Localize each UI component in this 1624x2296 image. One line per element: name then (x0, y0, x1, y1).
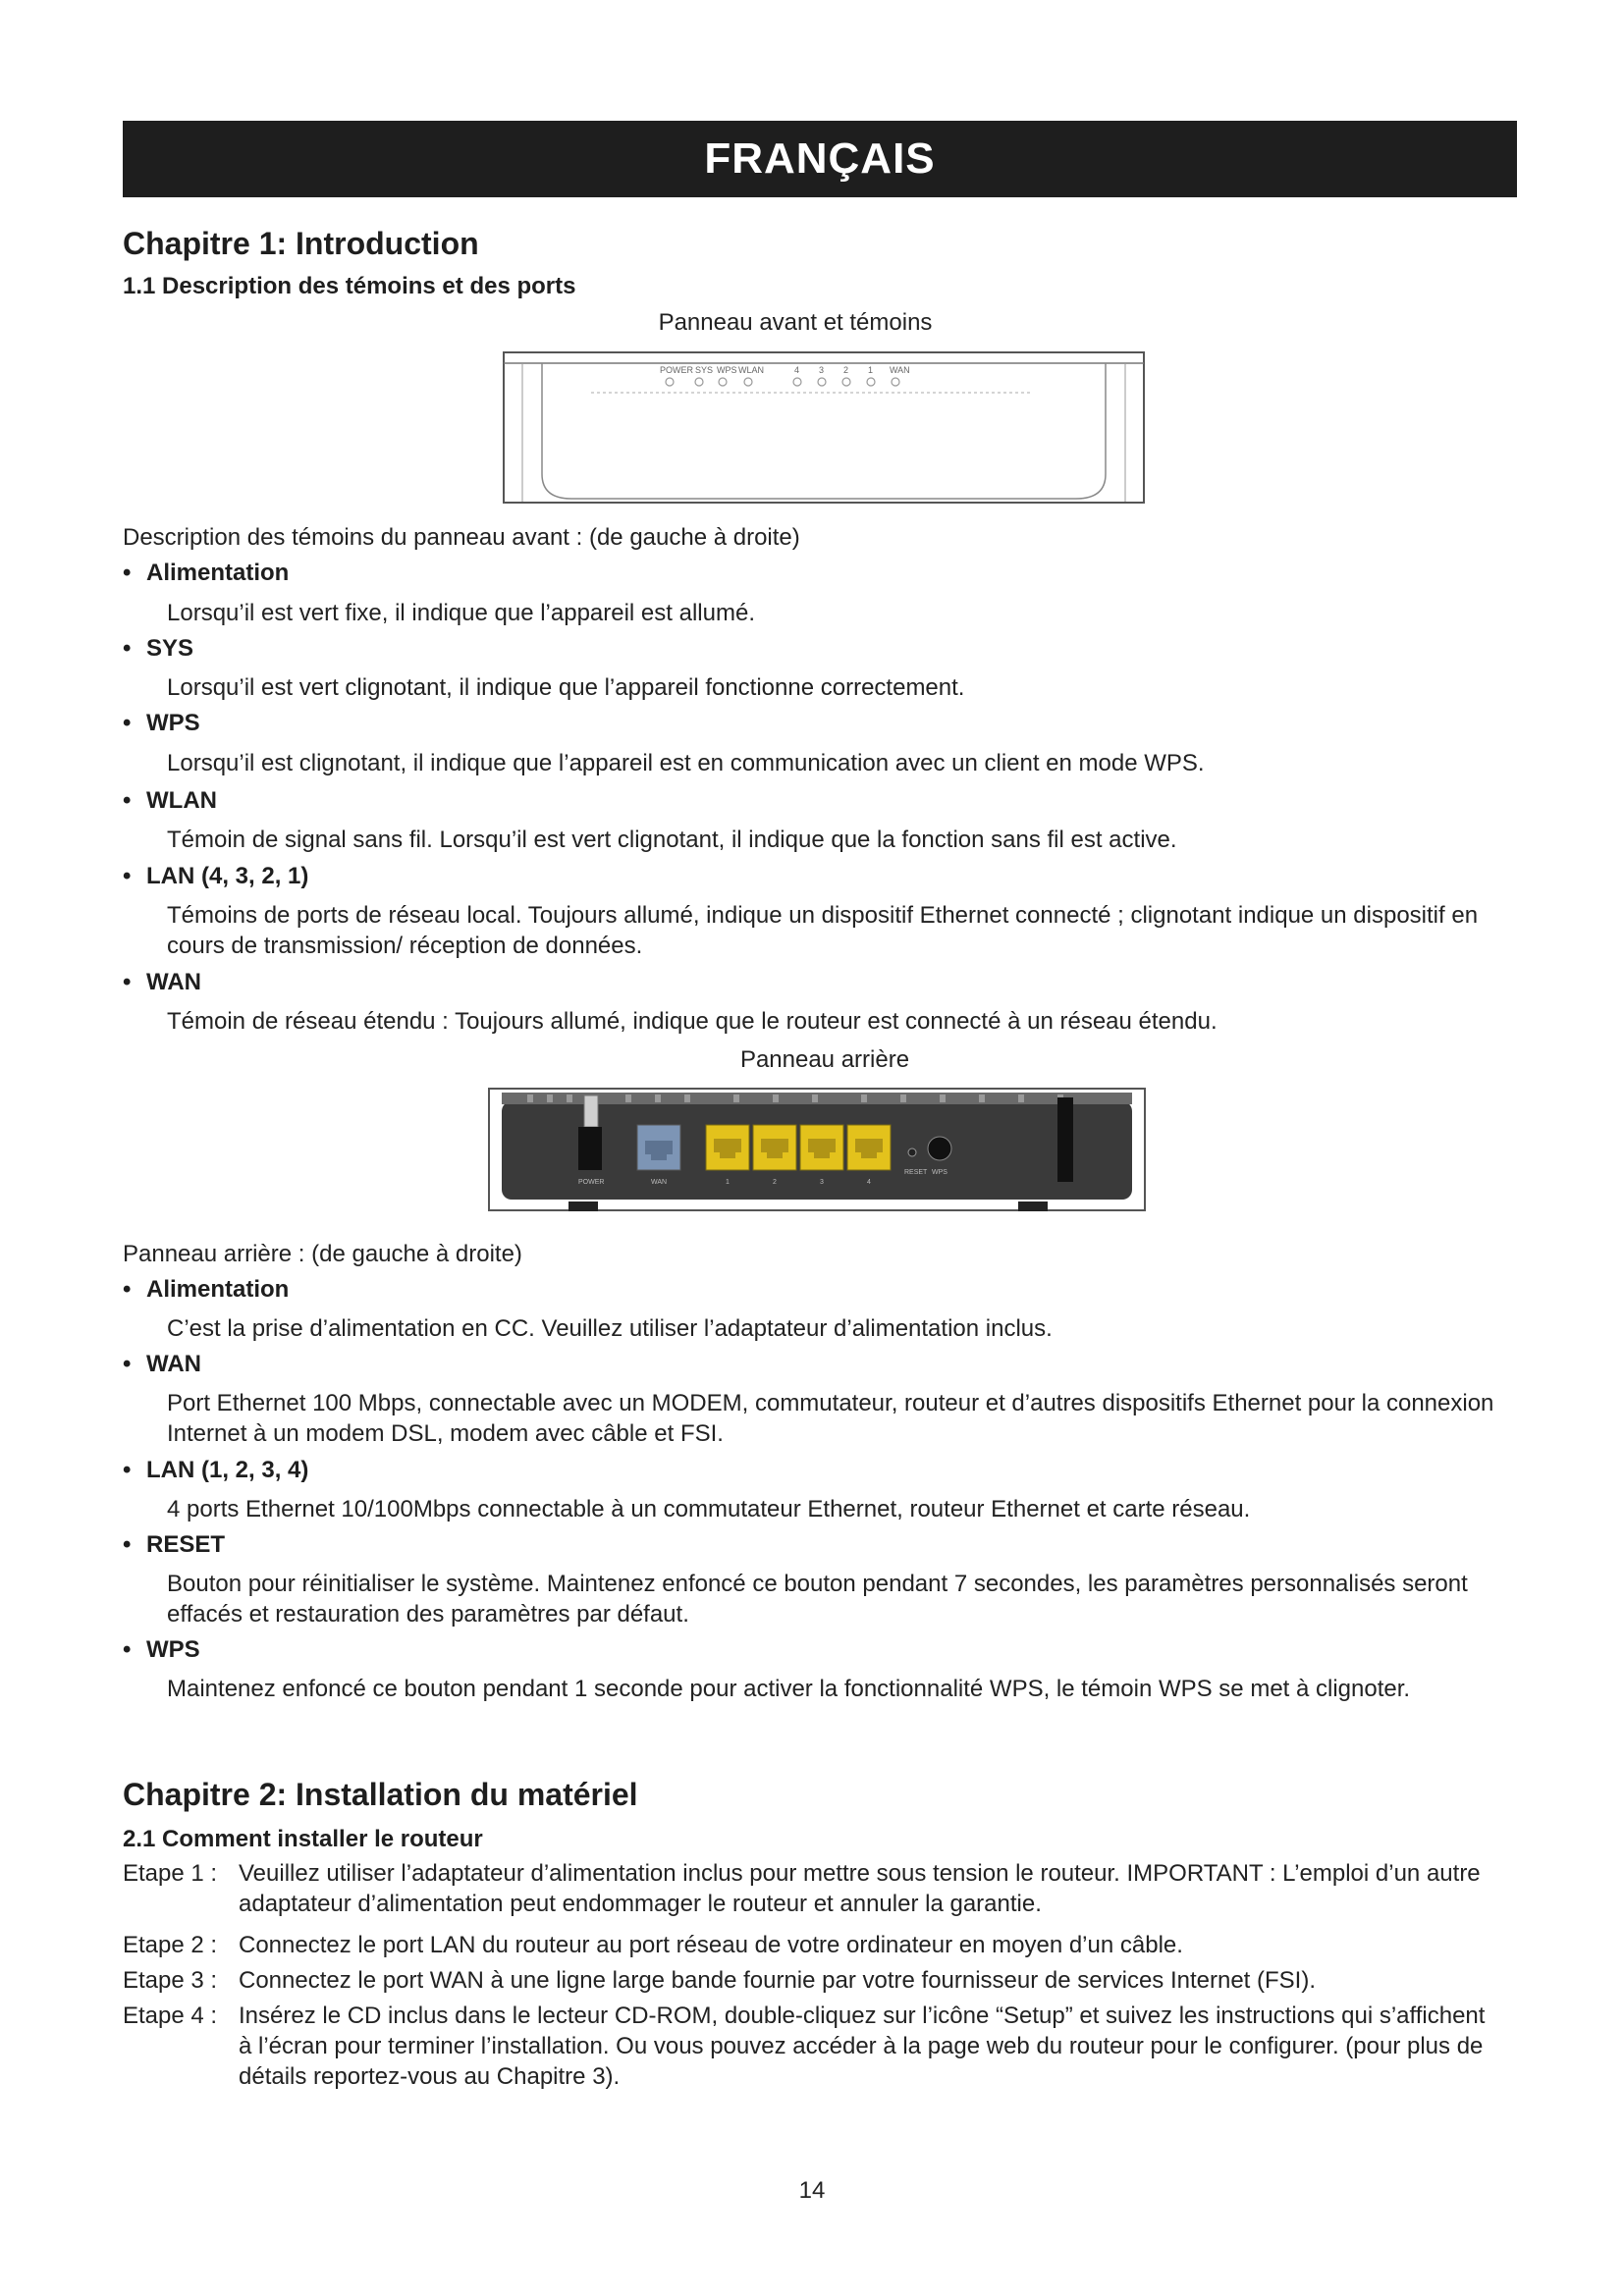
rear-item-lan: • LAN (1, 2, 3, 4) (123, 1457, 309, 1483)
rear-item-lan-desc: 4 ports Ethernet 10/100Mbps connectable à un commutateur Ethernet, routeur Ethernet et carte réseau. (167, 1496, 1251, 1522)
front-item-wps-desc: Lorsqu’il est clignotant, il indique que l’appareil est en communication avec un client en mode WPS. (167, 750, 1205, 776)
power-jack-icon (578, 1127, 602, 1170)
front-item-sys: • SYS (123, 635, 194, 662)
rear-label-lan-4: 4 (867, 1179, 871, 1186)
rear-item-power-desc: C’est la prise d’alimentation en CC. Veuillez utiliser l’adaptateur d’alimentation inclus. (167, 1315, 1053, 1342)
rear-label-wps: WPS (932, 1169, 947, 1176)
front-item-lan: • LAN (4, 3, 2, 1) (123, 863, 309, 889)
front-label-lan-1: 1 (868, 365, 874, 375)
chapter-2-title: Chapitre 2: Installation du matériel (123, 1777, 638, 1812)
rear-label-lan-3: 3 (820, 1179, 824, 1186)
wps-button-icon (928, 1137, 951, 1160)
bullet-icon: • (123, 1531, 132, 1558)
front-label-lan-3: 3 (819, 365, 825, 375)
left-foot (568, 1201, 598, 1211)
rear-item-wan: • WAN (123, 1351, 201, 1377)
rear-item-wan-desc: Port Ethernet 100 Mbps, connectable avec un MODEM, commutateur, routeur et d’autres dispositifs Ethernet pour la connexion Internet à un modem DSL, modem avec câble et FSI. (167, 1390, 1494, 1447)
front-panel-caption: Panneau avant et témoins (658, 309, 933, 336)
front-item-wan-desc: Témoin de réseau étendu : Toujours allumé, indique que le routeur est connecté à un réseau étendu. (167, 1008, 1218, 1035)
right-foot (1018, 1201, 1048, 1211)
front-panel-drawing (503, 351, 1145, 504)
antenna-icon (584, 1095, 598, 1127)
front-item-wan: • WAN (123, 969, 201, 995)
rear-panel-intro: Panneau arrière : (de gauche à droite) (123, 1241, 522, 1267)
front-panel-illustration (503, 351, 1145, 504)
section-1-1-title: 1.1 Description des témoins et des ports (123, 273, 576, 299)
rear-label-power: POWER (578, 1179, 605, 1186)
rear-label-lan-1: 1 (726, 1179, 730, 1186)
step-4-text: Insérez le CD inclus dans le lecteur CD-ROM, double-cliquez sur l’icône “Setup” et suivez les instructions qui s’affichent à l’écran pour terminer l’installation. Ou vous pouvez accéder à la page web du routeur pour le configurer. (pour plus de détails reportez-vous au Chapitre 3). (239, 2002, 1486, 2090)
front-label-lan-2: 2 (843, 365, 849, 375)
rear-item-reset: • RESET (123, 1531, 226, 1558)
front-label-wan: WAN (890, 365, 910, 375)
front-panel-intro: Description des témoins du panneau avant : (de gauche à droite) (123, 524, 800, 551)
bullet-icon: • (123, 1636, 132, 1663)
page-number: 14 (798, 2177, 826, 2204)
rear-item-reset-desc: Bouton pour réinitialiser le système. Maintenez enfoncé ce bouton pendant 7 secondes, les paramètres personnalisés seront effacés et restauration des paramètres par défaut. (167, 1571, 1468, 1628)
reset-button-icon (908, 1148, 916, 1156)
bullet-icon: • (123, 969, 132, 995)
step-1-label: Etape 1 : (123, 1860, 218, 1887)
language-banner: FRANÇAIS (123, 121, 1517, 197)
rear-panel-drawing (488, 1088, 1146, 1225)
front-label-wlan: WLAN (738, 365, 765, 375)
bullet-icon: • (123, 710, 132, 736)
step-3-text: Connectez le port WAN à une ligne large bande fournie par votre fournisseur de services Internet (FSI). (239, 1967, 1317, 1994)
step-4-label: Etape 4 : (123, 2002, 218, 2029)
rear-item-wps: • WPS (123, 1636, 200, 1663)
bullet-icon: • (123, 787, 132, 814)
rear-label-lan-2: 2 (773, 1179, 777, 1186)
bullet-icon: • (123, 1457, 132, 1483)
chapter-1-title: Chapitre 1: Introduction (123, 226, 479, 261)
rear-item-power: • Alimentation (123, 1276, 290, 1303)
front-item-power: • Alimentation (123, 560, 290, 586)
step-2-label: Etape 2 : (123, 1932, 218, 1958)
rear-item-wps-desc: Maintenez enfoncé ce bouton pendant 1 seconde pour activer la fonctionnalité WPS, le témoin WPS se met à clignoter. (167, 1676, 1411, 1702)
front-item-wps: • WPS (123, 710, 200, 736)
bullet-icon: • (123, 635, 132, 662)
bullet-icon: • (123, 1276, 132, 1303)
rear-label-reset: RESET (904, 1169, 928, 1176)
front-label-sys: SYS (695, 365, 714, 375)
front-item-lan-desc: Témoins de ports de réseau local. Toujours allumé, indique un dispositif Ethernet connecté ; clignotant indique un dispositif en cours de transmission/ réception de données. (167, 902, 1479, 959)
section-2-1-title: 2.1 Comment installer le routeur (123, 1826, 483, 1852)
front-item-power-desc: Lorsqu’il est vert fixe, il indique que l’appareil est allumé. (167, 600, 755, 626)
bullet-icon: • (123, 863, 132, 889)
rear-panel-caption: Panneau arrière (739, 1046, 910, 1073)
front-item-wlan-desc: Témoin de signal sans fil. Lorsqu’il est vert clignotant, il indique que la fonction sans fil est active. (167, 827, 1177, 853)
front-item-sys-desc: Lorsqu’il est vert clignotant, il indique que l’appareil fonctionne correctement. (167, 674, 965, 701)
front-label-wps: WPS (717, 365, 737, 375)
front-item-wlan: • WLAN (123, 787, 217, 814)
rear-panel-illustration (488, 1088, 1146, 1225)
front-label-lan-4: 4 (794, 365, 800, 375)
front-label-power: POWER (660, 365, 694, 375)
step-3-label: Etape 3 : (123, 1967, 218, 1994)
bullet-icon: • (123, 560, 132, 586)
step-2-text: Connectez le port LAN du routeur au port réseau de votre ordinateur en moyen d’un câble. (239, 1932, 1183, 1958)
bullet-icon: • (123, 1351, 132, 1377)
rear-label-wan: WAN (651, 1179, 668, 1186)
step-1-text: Veuillez utiliser l’adaptateur d’alimentation inclus pour mettre sous tension le routeur. IMPORTANT : L’emploi d’un autre adaptateur d’alimentation peut endommager le routeur et annuler la garantie. (239, 1860, 1481, 1917)
